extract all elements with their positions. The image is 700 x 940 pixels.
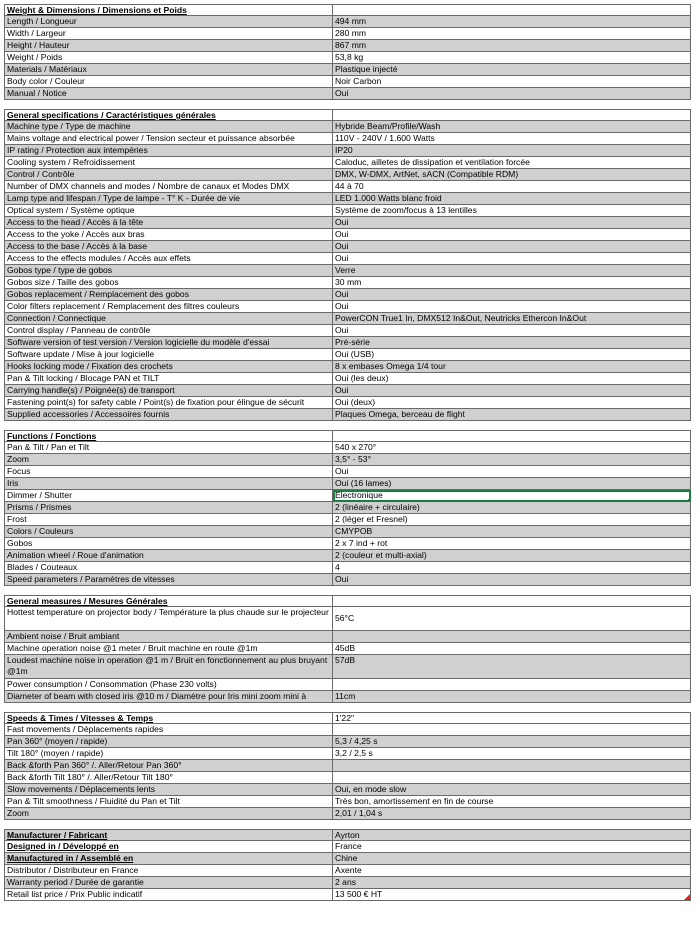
spec-value: Oui (USB) <box>335 349 375 359</box>
spec-value: Oui (16 lames) <box>335 478 392 488</box>
spec-row <box>5 229 691 241</box>
comment-indicator-icon[interactable] <box>684 894 690 900</box>
spec-value-cell[interactable] <box>333 466 691 478</box>
section-functions <box>4 430 691 586</box>
spec-row <box>5 454 691 466</box>
spec-row <box>5 865 691 877</box>
spec-value: Système de zoom/focus à 13 lentilles <box>335 205 477 215</box>
spec-row <box>5 193 691 205</box>
spec-value: 540 x 270° <box>335 442 377 452</box>
spec-label-cell[interactable]: Focus <box>5 466 333 478</box>
spec-row <box>5 157 691 169</box>
spec-row <box>5 889 691 901</box>
spec-value-cell[interactable] <box>333 325 691 337</box>
spec-label-cell[interactable]: Distributor / Distributeur en France <box>5 865 333 877</box>
spec-label-cell[interactable]: Control / Contrôle <box>5 169 333 181</box>
section-title-value[interactable] <box>333 5 691 16</box>
section-title[interactable]: Weight & Dimensions / Dimensions et Poids <box>5 5 333 16</box>
spec-value-cell[interactable] <box>333 313 691 325</box>
spec-row <box>5 205 691 217</box>
spec-label-cell[interactable]: Gobos type / type de gobos <box>5 265 333 277</box>
spec-row <box>5 502 691 514</box>
spec-value-cell[interactable] <box>333 241 691 253</box>
spec-label-cell[interactable]: Body color / Couleur <box>5 76 333 88</box>
spec-value: 2 (léger et Fresnel) <box>335 514 408 524</box>
spec-value: 11cm <box>335 691 356 701</box>
section-title-value[interactable] <box>333 431 691 442</box>
spec-value: 4 <box>335 562 340 572</box>
spec-label-cell[interactable]: Control display / Panneau de contrôle <box>5 325 333 337</box>
spec-label-cell[interactable]: Machine type / Type de machine <box>5 121 333 133</box>
spec-value-cell[interactable] <box>333 454 691 466</box>
spec-value-cell[interactable] <box>333 748 691 760</box>
spec-value-cell[interactable] <box>333 865 691 877</box>
spec-label-cell[interactable]: Designed in / Développé en <box>5 841 333 853</box>
section-general-specifications <box>4 109 691 421</box>
spec-label-cell[interactable]: Frost <box>5 514 333 526</box>
spec-label-cell[interactable]: Tilt 180° (moyen / rapide) <box>5 748 333 760</box>
spec-label-cell[interactable]: Pan 360° (moyen / rapide) <box>5 736 333 748</box>
spec-value-cell[interactable] <box>333 679 691 691</box>
spec-label-cell[interactable]: Iris <box>5 478 333 490</box>
selected-cell[interactable] <box>333 490 691 502</box>
section-title-value[interactable] <box>333 596 691 607</box>
spec-value-cell[interactable] <box>333 76 691 88</box>
section-title[interactable]: Functions / Fonctions <box>5 431 333 442</box>
spec-label-cell[interactable]: Back &forth Tilt 180° /. Aller/Retour Tilt 180° <box>5 772 333 784</box>
spec-value-cell[interactable] <box>333 772 691 784</box>
spec-value-cell[interactable] <box>333 265 691 277</box>
spec-value: Oui, en mode slow <box>335 784 407 794</box>
spec-label-cell[interactable]: Software update / Mise à jour logicielle <box>5 349 333 361</box>
spec-value-cell[interactable] <box>333 52 691 64</box>
section-manufacturer <box>4 829 691 901</box>
spec-value-cell[interactable] <box>333 877 691 889</box>
spec-value-cell[interactable] <box>333 631 691 643</box>
section-general-measures <box>4 595 691 703</box>
spec-value-cell[interactable] <box>333 607 691 631</box>
spec-label-cell[interactable]: Optical system / Système optique <box>5 205 333 217</box>
spec-row <box>5 538 691 550</box>
section-spacer <box>4 100 690 109</box>
spec-value: 280 mm <box>335 28 367 38</box>
spec-label-cell[interactable]: Pan & Tilt locking / Blocage PAN et TILT <box>5 373 333 385</box>
spec-row <box>5 514 691 526</box>
spec-value: 57dB <box>335 655 356 665</box>
spec-value: 110V - 240V / 1.600 Watts <box>335 133 435 143</box>
spec-label-cell[interactable]: Power consumption / Consommation (Phase 230 volts) <box>5 679 333 691</box>
spec-row <box>5 181 691 193</box>
spec-value: Noir Carbon <box>335 76 382 86</box>
spec-row <box>5 385 691 397</box>
spec-value-cell[interactable] <box>333 853 691 865</box>
spec-label-cell[interactable]: Gobos size / Taille des gobos <box>5 277 333 289</box>
section-header <box>5 596 691 607</box>
spec-row <box>5 361 691 373</box>
spec-row <box>5 28 691 40</box>
section-spacer <box>4 421 690 430</box>
spec-row <box>5 442 691 454</box>
spec-value: LED 1.000 Watts blanc froid <box>335 193 442 203</box>
spec-row <box>5 853 691 865</box>
spec-value-cell[interactable] <box>333 88 691 100</box>
spec-value-cell[interactable] <box>333 385 691 397</box>
spec-value: Verre <box>335 265 356 275</box>
spec-label-cell[interactable]: Height / Hauteur <box>5 40 333 52</box>
spec-value: 8 x embases Omega 1/4 tour <box>335 361 446 371</box>
spec-row <box>5 253 691 265</box>
spec-value-cell[interactable] <box>333 40 691 52</box>
spec-row <box>5 337 691 349</box>
spec-row <box>5 409 691 421</box>
section-title-value[interactable]: 1'22" <box>333 713 691 724</box>
section-header <box>5 110 691 121</box>
spec-value: CMYPOB <box>335 526 373 536</box>
spec-row <box>5 325 691 337</box>
spec-label-cell[interactable]: Fast movements / Déplacements rapides <box>5 724 333 736</box>
spec-row <box>5 550 691 562</box>
spec-value: Pré-série <box>335 337 370 347</box>
spec-value: Oui <box>335 229 349 239</box>
spec-row <box>5 526 691 538</box>
spec-label-cell[interactable]: Mains voltage and electrical power / Tension secteur et puissance absorbée <box>5 133 333 145</box>
spec-value-cell[interactable] <box>333 808 691 820</box>
spec-value-cell[interactable] <box>333 550 691 562</box>
spec-label-cell[interactable]: Speed parameters / Paramètres de vitesses <box>5 574 333 586</box>
fill-handle[interactable] <box>688 499 691 502</box>
spec-value-cell[interactable] <box>333 538 691 550</box>
spec-row <box>5 478 691 490</box>
spec-value: Axente <box>335 865 362 875</box>
spec-label-cell[interactable]: Colors / Couleurs <box>5 526 333 538</box>
spec-row <box>5 796 691 808</box>
spec-value: 56°C <box>335 613 355 623</box>
spec-value: 2 (linéaire + circulaire) <box>335 502 420 512</box>
spec-value: 44 à 70 <box>335 181 364 191</box>
spec-value: Oui <box>335 574 349 584</box>
spec-row <box>5 265 691 277</box>
spec-value-cell[interactable] <box>333 133 691 145</box>
spec-value-cell[interactable] <box>333 229 691 241</box>
spec-label-cell[interactable]: Zoom <box>5 454 333 466</box>
spec-label-cell[interactable]: Access to the effects modules / Accès aux effets <box>5 253 333 265</box>
spec-row <box>5 217 691 229</box>
spec-value-cell[interactable] <box>333 562 691 574</box>
spec-label-cell[interactable]: Gobos replacement / Remplacement des gobos <box>5 289 333 301</box>
section-header <box>5 713 691 724</box>
spec-value-cell[interactable] <box>333 289 691 301</box>
spec-value-cell[interactable] <box>333 28 691 40</box>
spec-value: Oui <box>335 88 349 98</box>
section-spacer <box>4 703 690 712</box>
spec-label-cell[interactable]: Warranty period / Durée de garantie <box>5 877 333 889</box>
spec-row <box>5 289 691 301</box>
spec-value: Oui (deux) <box>335 397 376 407</box>
spec-value-cell[interactable] <box>333 889 691 901</box>
spec-value: Hybride Beam/Profile/Wash <box>335 121 441 131</box>
spec-value: Oui <box>335 217 349 227</box>
spec-row <box>5 277 691 289</box>
spec-value-cell[interactable] <box>333 205 691 217</box>
spec-row <box>5 349 691 361</box>
spec-value-cell[interactable] <box>333 514 691 526</box>
spec-label-cell[interactable]: IP rating / Protection aux intempéries <box>5 145 333 157</box>
section-header <box>5 431 691 442</box>
spec-label-cell[interactable]: Gobos <box>5 538 333 550</box>
spec-value-cell[interactable] <box>333 442 691 454</box>
spec-value-cell[interactable] <box>333 301 691 313</box>
spec-value: 45dB <box>335 643 356 653</box>
spec-value: 867 mm <box>335 40 367 50</box>
spec-value: 2 (couleur et multi-axial) <box>335 550 427 560</box>
spec-label-cell[interactable]: Machine operation noise @1 meter / Bruit machine en route @1m <box>5 643 333 655</box>
spec-value: 3,2 / 2,5 s <box>335 748 373 758</box>
spec-row <box>5 466 691 478</box>
spec-value: Oui <box>335 241 349 251</box>
spec-label-cell[interactable]: Cooling system / Refroidissement <box>5 157 333 169</box>
spec-row <box>5 784 691 796</box>
spec-label-cell[interactable]: Materials / Matériaux <box>5 64 333 76</box>
spec-value-cell[interactable] <box>333 736 691 748</box>
spec-label-cell[interactable]: Retail list price / Prix Public indicatif <box>5 889 333 901</box>
spec-value: Caloduc, ailletes de dissipation et ventilation forcée <box>335 157 530 167</box>
section-title[interactable]: Speeds & Times / Vitesses & Temps <box>5 713 333 724</box>
spec-label-cell[interactable]: Blades / Couteaux <box>5 562 333 574</box>
spec-row <box>5 736 691 748</box>
spec-value: Plastique injecté <box>335 64 398 74</box>
spec-label-cell[interactable]: Back &forth Pan 360° /. Aller/Retour Pan 360° <box>5 760 333 772</box>
spec-label-cell[interactable]: Lamp type and lifespan / Type de lampe - T° K - Durée de vie <box>5 193 333 205</box>
spec-value-cell[interactable] <box>333 157 691 169</box>
spec-value-cell[interactable] <box>333 373 691 385</box>
spec-label-cell[interactable]: Pan & Tilt smoothness / Fluidité du Pan et Tilt <box>5 796 333 808</box>
spec-value: 2 x 7 ind + rot <box>335 538 388 548</box>
spec-value-cell[interactable] <box>333 841 691 853</box>
spec-row <box>5 373 691 385</box>
section-speeds-times <box>4 712 691 820</box>
spec-value-cell[interactable] <box>333 16 691 28</box>
spec-value: 53,8 kg <box>335 52 364 62</box>
spec-row <box>5 841 691 853</box>
spec-label-cell[interactable]: Weight / Poids <box>5 52 333 64</box>
spec-label-cell[interactable]: Ambient noise / Bruit ambiant <box>5 631 333 643</box>
spec-value-cell[interactable] <box>333 64 691 76</box>
spec-label-cell[interactable]: Dimmer / Shutter <box>5 490 333 502</box>
spec-value: 2,01 / 1,04 s <box>335 808 383 818</box>
spec-value: Oui <box>335 289 349 299</box>
spec-label-cell[interactable]: Loudest machine noise in operation @1 m / Bruit en fonctionnement au plus bruyant @1m <box>5 655 333 679</box>
spec-value: Oui (les deux) <box>335 373 389 383</box>
spec-value: Electronique <box>335 490 383 500</box>
section-header <box>5 830 691 841</box>
spec-value-cell[interactable] <box>333 760 691 772</box>
spec-label-cell[interactable]: Supplied accessories / Accessoires fournis <box>5 409 333 421</box>
spec-value-cell[interactable] <box>333 478 691 490</box>
spec-row <box>5 772 691 784</box>
spec-value-cell[interactable] <box>333 724 691 736</box>
spec-value-cell[interactable] <box>333 121 691 133</box>
spec-value: Très bon, amortissement en fin de course <box>335 796 494 806</box>
spec-label-cell[interactable]: Slow movements / Déplacements lents <box>5 784 333 796</box>
spec-row <box>5 397 691 409</box>
spec-row <box>5 679 691 691</box>
spec-value-cell[interactable] <box>333 502 691 514</box>
spec-label-cell[interactable]: Prisms / Prismes <box>5 502 333 514</box>
spec-value: Chine <box>335 853 358 863</box>
spec-value: 5,3 / 4,25 s <box>335 736 378 746</box>
spec-value-cell[interactable] <box>333 361 691 373</box>
spec-value: 13 500 € HT <box>335 889 383 899</box>
spec-value-cell[interactable] <box>333 397 691 409</box>
spec-label-cell[interactable]: Hooks locking mode / Fixation des crochets <box>5 361 333 373</box>
spec-value-cell[interactable] <box>333 181 691 193</box>
spec-label-cell[interactable]: Diameter of beam with closed iris @10 m / Diamètre pour Iris mini zoom mini à <box>5 691 333 703</box>
spec-row <box>5 655 691 679</box>
spec-sheet <box>4 4 690 901</box>
spec-value-cell[interactable] <box>333 409 691 421</box>
spec-row <box>5 748 691 760</box>
section-title-value[interactable] <box>333 110 691 121</box>
section-title[interactable]: General measures / Mesures Générales <box>5 596 333 607</box>
section-spacer <box>4 820 690 829</box>
spec-label-cell[interactable]: Carrying handle(s) / Poignée(s) de transport <box>5 385 333 397</box>
spec-label-cell[interactable]: Width / Largeur <box>5 28 333 40</box>
spec-label-cell[interactable]: Hottest temperature on projector body / Température la plus chaude sur le projecteur <box>5 607 333 631</box>
section-spacer <box>4 586 690 595</box>
section-weight-dimensions <box>4 4 691 100</box>
spec-value: 30 mm <box>335 277 362 287</box>
spec-label-cell[interactable]: Color filters replacement / Remplacement des filtres couleurs <box>5 301 333 313</box>
spec-label-cell[interactable]: Length / Longueur <box>5 16 333 28</box>
spec-row <box>5 16 691 28</box>
spec-value-cell[interactable] <box>333 145 691 157</box>
spec-value: Plaques Omega, berceau de flight <box>335 409 465 419</box>
spec-row <box>5 808 691 820</box>
spec-value-cell[interactable] <box>333 655 691 679</box>
spec-row <box>5 760 691 772</box>
spec-row <box>5 643 691 655</box>
spec-row <box>5 121 691 133</box>
spec-value: DMX, W-DMX, ArtNet, sACN (Compatible RDM) <box>335 169 519 179</box>
spec-value-cell[interactable] <box>333 349 691 361</box>
spec-value-cell[interactable] <box>333 169 691 181</box>
spec-value: PowerCON True1 In, DMX512 In&Out, Neutricks Ethercon In&Out <box>335 313 587 323</box>
spec-row <box>5 562 691 574</box>
spec-value: Oui <box>335 301 349 311</box>
spec-value: Oui <box>335 325 349 335</box>
section-title[interactable]: Manufacturer / Fabricant <box>5 830 333 841</box>
spec-row <box>5 241 691 253</box>
spec-row <box>5 64 691 76</box>
spec-value-cell[interactable] <box>333 277 691 289</box>
spec-value-cell[interactable] <box>333 796 691 808</box>
spec-label-cell[interactable]: Animation wheel / Roue d'animation <box>5 550 333 562</box>
spec-value: 3,5° - 53° <box>335 454 372 464</box>
spec-row <box>5 88 691 100</box>
spec-row <box>5 40 691 52</box>
spec-label-cell[interactable]: Software version of test version / Version logicielle du modèle d'essai <box>5 337 333 349</box>
spec-value-cell[interactable] <box>333 574 691 586</box>
spec-row <box>5 574 691 586</box>
spec-row <box>5 52 691 64</box>
spec-row <box>5 724 691 736</box>
spec-label-cell[interactable]: Access to the yoke / Accès aux bras <box>5 229 333 241</box>
section-title-value[interactable]: Ayrton <box>333 830 691 841</box>
spec-value-cell[interactable] <box>333 193 691 205</box>
spec-value-cell[interactable] <box>333 337 691 349</box>
spec-row <box>5 877 691 889</box>
spec-value-cell[interactable] <box>333 691 691 703</box>
spec-row <box>5 169 691 181</box>
spec-label-cell[interactable]: Connection / Connectique <box>5 313 333 325</box>
spec-value-cell[interactable] <box>333 526 691 538</box>
spec-label-cell[interactable]: Number of DMX channels and modes / Nombre de canaux et Modes DMX <box>5 181 333 193</box>
spec-value: Oui <box>335 385 349 395</box>
spec-row <box>5 691 691 703</box>
spec-value-cell[interactable] <box>333 784 691 796</box>
spec-row <box>5 301 691 313</box>
spec-label-cell[interactable]: Access to the head / Accès à la tête <box>5 217 333 229</box>
spec-row <box>5 313 691 325</box>
spec-row <box>5 631 691 643</box>
spec-label-cell[interactable]: Manual / Notice <box>5 88 333 100</box>
spec-row <box>5 490 691 502</box>
spec-label-cell[interactable]: Fastening point(s) for safety cable / Point(s) de fixation pour élingue de sécurit <box>5 397 333 409</box>
section-header <box>5 5 691 16</box>
spec-row <box>5 76 691 88</box>
spec-value: France <box>335 841 362 851</box>
section-title[interactable]: General specifications / Caractéristiques générales <box>5 110 333 121</box>
spec-value-cell[interactable] <box>333 643 691 655</box>
spec-row <box>5 145 691 157</box>
spec-value: Oui <box>335 466 349 476</box>
spec-label-cell[interactable]: Access to the base / Accès à la base <box>5 241 333 253</box>
spec-label-cell[interactable]: Zoom <box>5 808 333 820</box>
spec-row <box>5 133 691 145</box>
spec-value: 494 mm <box>335 16 367 26</box>
spec-row <box>5 607 691 631</box>
spec-value-cell[interactable] <box>333 253 691 265</box>
spec-value: Oui <box>335 253 349 263</box>
spec-label-cell[interactable]: Manufactured in / Assemblé en <box>5 853 333 865</box>
spec-value-cell[interactable] <box>333 217 691 229</box>
spec-value: IP20 <box>335 145 353 155</box>
spec-label-cell[interactable]: Pan & Tilt / Pan et Tilt <box>5 442 333 454</box>
spec-value: 2 ans <box>335 877 357 887</box>
